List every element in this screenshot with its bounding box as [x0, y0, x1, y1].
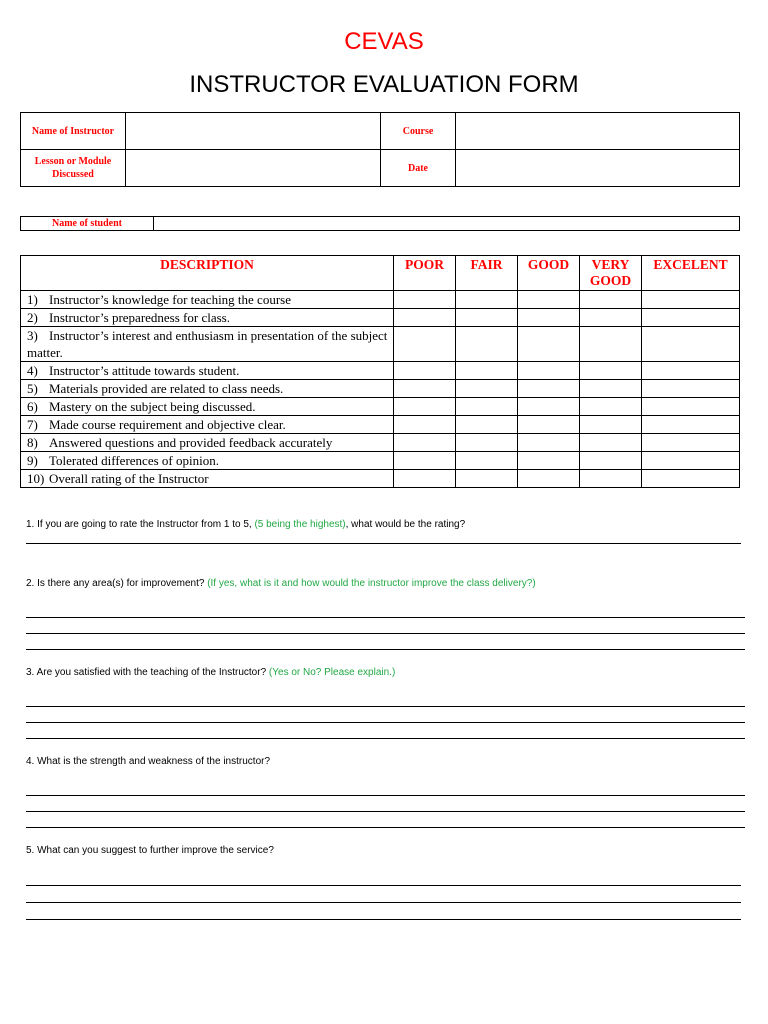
- row-description: [21, 398, 394, 416]
- rating-cell-fair[interactable]: [456, 327, 518, 362]
- row-text: Instructor’s attitude towards student.: [49, 363, 240, 378]
- rating-cell-excelent[interactable]: [642, 309, 740, 327]
- row-description: [21, 309, 394, 327]
- rating-cell-poor[interactable]: [394, 434, 456, 452]
- answer-line-3a[interactable]: [26, 706, 745, 707]
- question-5: 5. What can you suggest to further improve the service?: [26, 845, 274, 856]
- student-info-table: [20, 216, 740, 231]
- row-description: [21, 362, 394, 380]
- rating-cell-good[interactable]: [518, 434, 580, 452]
- answer-line-4b[interactable]: [26, 811, 745, 812]
- rating-cell-poor[interactable]: [394, 470, 456, 488]
- rating-cell-fair[interactable]: [456, 309, 518, 327]
- row-text: Instructor’s interest and enthusiasm in presentation of the subject matter.: [27, 328, 388, 360]
- answer-line-5c[interactable]: [26, 919, 741, 920]
- table-row: [21, 452, 740, 470]
- rating-cell-good[interactable]: [518, 416, 580, 434]
- student-name-label: Name of student: [21, 217, 154, 231]
- rating-cell-fair[interactable]: [456, 434, 518, 452]
- rating-cell-good[interactable]: [518, 398, 580, 416]
- table-row: [21, 470, 740, 488]
- rating-cell-excelent[interactable]: [642, 470, 740, 488]
- answer-line-2c[interactable]: [26, 649, 745, 650]
- header-good: GOOD: [518, 256, 580, 291]
- row-number: 5): [27, 381, 38, 396]
- row-text: Answered questions and provided feedback accurately: [49, 435, 333, 450]
- rating-cell-poor[interactable]: [394, 309, 456, 327]
- answer-line-4c[interactable]: [26, 827, 745, 828]
- rating-cell-poor[interactable]: [394, 291, 456, 309]
- rating-cell-excelent[interactable]: [642, 291, 740, 309]
- rating-cell-good[interactable]: [518, 452, 580, 470]
- header-very-good: VERY GOOD: [580, 256, 642, 291]
- rating-cell-poor[interactable]: [394, 416, 456, 434]
- row-text: Made course requirement and objective clear.: [49, 417, 286, 432]
- rating-cell-fair[interactable]: [456, 380, 518, 398]
- rating-cell-very-good[interactable]: [580, 452, 642, 470]
- rating-cell-excelent[interactable]: [642, 434, 740, 452]
- row-text: Mastery on the subject being discussed.: [49, 399, 256, 414]
- table-row: [21, 398, 740, 416]
- answer-line-5a[interactable]: [26, 885, 741, 886]
- rating-cell-good[interactable]: [518, 362, 580, 380]
- table-row: [21, 362, 740, 380]
- rating-cell-excelent[interactable]: [642, 327, 740, 362]
- rating-cell-very-good[interactable]: [580, 398, 642, 416]
- rating-cell-very-good[interactable]: [580, 327, 642, 362]
- row-description: [21, 291, 394, 309]
- row-text: Tolerated differences of opinion.: [49, 453, 219, 468]
- rating-cell-excelent[interactable]: [642, 398, 740, 416]
- answer-line-1[interactable]: [26, 543, 741, 544]
- answer-line-3b[interactable]: [26, 722, 745, 723]
- rating-cell-excelent[interactable]: [642, 362, 740, 380]
- row-description: [21, 434, 394, 452]
- organization-name: CEVAS: [344, 28, 424, 55]
- rating-cell-good[interactable]: [518, 291, 580, 309]
- rating-cell-good[interactable]: [518, 470, 580, 488]
- table-row: [21, 416, 740, 434]
- row-number: 1): [27, 292, 38, 307]
- row-number: 2): [27, 310, 38, 325]
- rating-cell-good[interactable]: [518, 309, 580, 327]
- date-field[interactable]: [456, 150, 740, 187]
- rating-cell-poor[interactable]: [394, 362, 456, 380]
- rating-cell-very-good[interactable]: [580, 309, 642, 327]
- rating-cell-very-good[interactable]: [580, 362, 642, 380]
- date-label: Date: [381, 150, 456, 187]
- table-row: [21, 291, 740, 309]
- row-text: Materials provided are related to class needs.: [49, 381, 284, 396]
- table-row: [21, 309, 740, 327]
- row-number: 8): [27, 435, 38, 450]
- rating-cell-fair[interactable]: [456, 416, 518, 434]
- answer-line-2b[interactable]: [26, 633, 745, 634]
- student-name-field[interactable]: [154, 217, 740, 231]
- answer-line-5b[interactable]: [26, 902, 741, 903]
- course-field[interactable]: [456, 113, 740, 150]
- answer-line-2a[interactable]: [26, 617, 745, 618]
- row-number: 7): [27, 417, 38, 432]
- header-poor: POOR: [394, 256, 456, 291]
- question-3: 3. Are you satisfied with the teaching of the Instructor? (Yes or No? Please explain.): [26, 667, 396, 678]
- rating-cell-poor[interactable]: [394, 452, 456, 470]
- rating-cell-excelent[interactable]: [642, 380, 740, 398]
- rating-cell-excelent[interactable]: [642, 416, 740, 434]
- rating-cell-very-good[interactable]: [580, 416, 642, 434]
- rating-cell-poor[interactable]: [394, 327, 456, 362]
- row-text: Overall rating of the Instructor: [49, 471, 209, 486]
- row-number: 3): [27, 328, 38, 343]
- instructor-name-label: Name of Instructor: [21, 113, 126, 150]
- question-4: 4. What is the strength and weakness of the instructor?: [26, 756, 271, 767]
- row-number: 6): [27, 399, 38, 414]
- rating-cell-very-good[interactable]: [580, 291, 642, 309]
- rating-cell-fair[interactable]: [456, 291, 518, 309]
- row-description: [21, 416, 394, 434]
- row-description: [21, 452, 394, 470]
- row-text: Instructor’s knowledge for teaching the course: [49, 292, 291, 307]
- rating-cell-very-good[interactable]: [580, 380, 642, 398]
- rating-cell-very-good[interactable]: [580, 470, 642, 488]
- row-description: [21, 380, 394, 398]
- table-row: [21, 434, 740, 452]
- instructor-name-field[interactable]: [126, 113, 381, 150]
- row-text: Instructor’s preparedness for class.: [49, 310, 230, 325]
- row-description: [21, 327, 394, 362]
- question-1: 1. If you are going to rate the Instructor from 1 to 5, (5 being the highest), what would be the rating?: [26, 519, 466, 530]
- lesson-label: Lesson or Module Discussed: [21, 150, 126, 187]
- lesson-field[interactable]: [126, 150, 381, 187]
- header-excelent: EXCELENT: [642, 256, 740, 291]
- row-number: 4): [27, 363, 38, 378]
- row-number: 9): [27, 453, 38, 468]
- question-2: 2. Is there any area(s) for improvement? (If yes, what is it and how would the instructor improve the class delivery?): [26, 578, 536, 589]
- rating-cell-fair[interactable]: [456, 362, 518, 380]
- answer-line-3c[interactable]: [26, 738, 745, 739]
- rating-cell-fair[interactable]: [456, 398, 518, 416]
- header-fair: FAIR: [456, 256, 518, 291]
- rating-cell-fair[interactable]: [456, 452, 518, 470]
- course-label: Course: [381, 113, 456, 150]
- table-row: [21, 380, 740, 398]
- rating-cell-good[interactable]: [518, 380, 580, 398]
- row-description: [21, 470, 394, 488]
- rating-cell-good[interactable]: [518, 327, 580, 362]
- evaluation-table: [20, 255, 740, 488]
- row-number: 10): [27, 471, 45, 486]
- form-title: INSTRUCTOR EVALUATION FORM: [189, 71, 579, 98]
- answer-line-4a[interactable]: [26, 795, 745, 796]
- rating-cell-excelent[interactable]: [642, 452, 740, 470]
- rating-cell-fair[interactable]: [456, 470, 518, 488]
- header-description: DESCRIPTION: [21, 256, 394, 291]
- instructor-info-table: [20, 112, 740, 187]
- rating-cell-poor[interactable]: [394, 398, 456, 416]
- table-row: [21, 327, 740, 362]
- rating-cell-very-good[interactable]: [580, 434, 642, 452]
- rating-cell-poor[interactable]: [394, 380, 456, 398]
